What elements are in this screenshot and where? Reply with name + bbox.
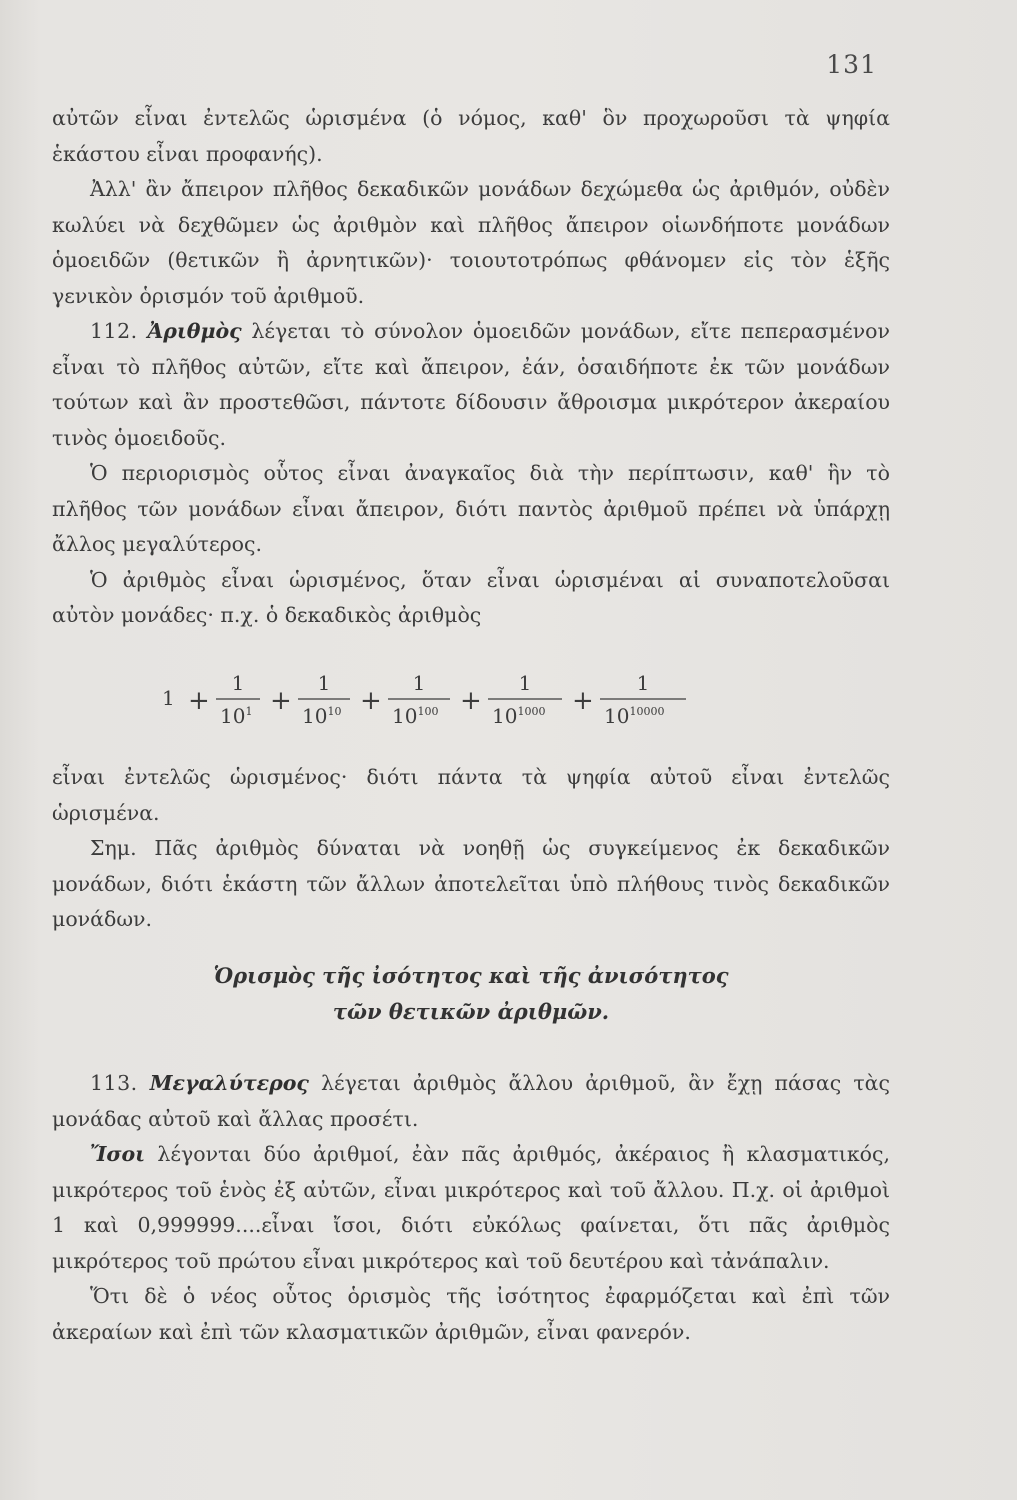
fraction-numerator: 1 (636, 671, 650, 695)
definition-text: λέγεται ἀριθμὸς ἄλλου ἀριθμοῦ, ἂν ἔχῃ πάσας τὰς μονάδας αὐτοῦ καὶ ἄλλας προσέτι. (52, 1071, 890, 1131)
paragraph-application: Ὅτι δὲ ὁ νέος οὗτος ὁρισμὸς τῆς ἰσότητος ἐφαρμόζεται καὶ ἐπὶ τῶν ἀκεραίων καὶ ἐπὶ τῶν κλασματικῶν ἀριθμῶν, εἶναι φανερόν. (52, 1284, 890, 1344)
plus-sign: + (188, 686, 210, 716)
exponent: 1 (245, 705, 253, 718)
heading-line-2: τῶν θετικῶν ἀριθμῶν. (332, 999, 610, 1024)
fraction-denominator: $10^{10000}$ (604, 704, 665, 728)
heading-line-1: Ὁρισμὸς τῆς ἰσότητος καὶ τῆς ἀνισότητος (213, 963, 729, 988)
text-block-bottom (52, 1066, 890, 1350)
exponent: 100 (417, 705, 439, 718)
fraction-numerator: 1 (231, 671, 245, 695)
exponent: 1000 (517, 705, 546, 718)
fraction-denominator: $10^{10}$ (302, 704, 342, 728)
paragraph-note: Σημ. Πᾶς ἀριθμὸς δύναται νὰ νοηθῇ ὡς συγκείμενος ἐκ δεκαδικῶν μονάδων, διότι ἑκάστη τῶν ἄλλων ἀποτελεῖται ὑπὸ πλήθους τινὸς δεκαδικῶν μονάδων. (52, 836, 890, 931)
paragraph-continuation: αὐτῶν εἶναι ἐντελῶς ὡρισμένα (ὁ νόμος, καθ' ὃν προχωροῦσι τὰ ψηφία ἑκάστου εἶναι προφανής). (52, 106, 890, 166)
plus-sign: + (360, 686, 382, 716)
page-number: 131 (826, 50, 877, 79)
section-number: 112. (90, 319, 138, 343)
text-block-top (52, 101, 890, 634)
definition-text: λέγεται τὸ σύνολον ὁμοειδῶν μονάδων, εἴτε πεπερασμένον εἶναι τὸ πλῆθος αὐτῶν, εἴτε καὶ ἄπειρον, ἐάν, ὁσαιδήποτε ἐκ τῶν μονάδων τούτων καὶ ἂν προστεθῶσι, πάντοτε δίδουσιν ἄθροισμα μικρότερον ἀκεραίου τινὸς ὁμοειδοῦς. (52, 319, 890, 450)
fraction-numerator: 1 (317, 671, 331, 695)
paragraph-restriction: Ὁ περιορισμὸς οὗτος εἶναι ἀναγκαῖος διὰ τὴν περίπτωσιν, καθ' ἣν τὸ πλῆθος τῶν μονάδων εἶναι ἄπειρον, διότι παντὸς ἀριθμοῦ πρέπει νὰ ὑπάρχῃ ἄλλος μεγαλύτερος. (52, 461, 890, 556)
plus-sign: + (460, 686, 482, 716)
section-number: 113. (90, 1071, 138, 1095)
fraction-denominator: $10^{100}$ (392, 704, 439, 728)
paragraph-infinite-units: Ἀλλ' ἂν ἄπειρον πλῆθος δεκαδικῶν μονάδων δεχώμεθα ὡς ἀριθμόν, οὐδὲν κωλύει νὰ δεχθῶμεν ὡς ἀριθμὸν καὶ πλῆθος ἄπειρον οἱωνδήποτε μονάδων ὁμοειδῶν (θετικῶν ἢ ἀρνητικῶν)· τοιουτοτρόπως φθάνομεν εἰς τὸν ἑξῆς γενικὸν ὁρισμόν τοῦ ἀριθμοῦ. (52, 177, 890, 308)
paragraph-determined-number: Ὁ ἀριθμὸς εἶναι ὡρισμένος, ὅταν εἶναι ὡρισμέναι αἱ συναποτελοῦσαι αὐτὸν μονάδες· π.χ. ὁ δεκαδικὸς ἀριθμὸς (52, 567, 890, 627)
paragraph-112-definition (52, 314, 890, 456)
exponent: 10 (327, 705, 342, 718)
defined-term: Ἴσοι (90, 1142, 146, 1166)
definition-text: λέγονται δύο ἀριθμοί, ἐὰν πᾶς ἀριθμός, ἀκέραιος ἢ κλασματικός, μικρότερος τοῦ ἑνὸς ἐξ αὐτῶν, εἶναι μικρότερος καὶ τοῦ ἄλλου. Π.χ. οἱ ἀριθμοὶ 1 καὶ 0,999999....εἶναι ἴσοι, διότι εὐκόλως φαίνεται, ὅτι πᾶς ἀριθμὸς μικρότερος τοῦ πρώτου εἶναι μικρότερος καὶ τοῦ δευτέρου καὶ τἀνάπαλιν. (52, 1142, 890, 1273)
paragraph-113-greater (52, 1066, 890, 1137)
plus-sign: + (270, 686, 292, 716)
exponent: 10000 (629, 705, 665, 718)
defined-term: Μεγαλύτερος (149, 1071, 309, 1095)
paragraph-equal (52, 1137, 890, 1279)
paragraph-fully-determined: εἶναι ἐντελῶς ὡρισμένος· διότι πάντα τὰ ψηφία αὐτοῦ εἶναι ἐντελῶς ὡρισμένα. (52, 765, 890, 825)
defined-term: Ἀριθμὸς (147, 319, 242, 343)
section-heading (52, 958, 890, 1030)
text-block-middle (52, 760, 890, 938)
fraction-numerator: 1 (412, 671, 426, 695)
fraction-denominator: $10^{1000}$ (492, 704, 546, 728)
formula-lead-one: 1 (162, 686, 175, 710)
decimal-sum-formula (160, 668, 760, 728)
fraction-denominator: $10^1$ (220, 704, 253, 728)
plus-sign: + (572, 686, 594, 716)
fraction-numerator: 1 (518, 671, 532, 695)
